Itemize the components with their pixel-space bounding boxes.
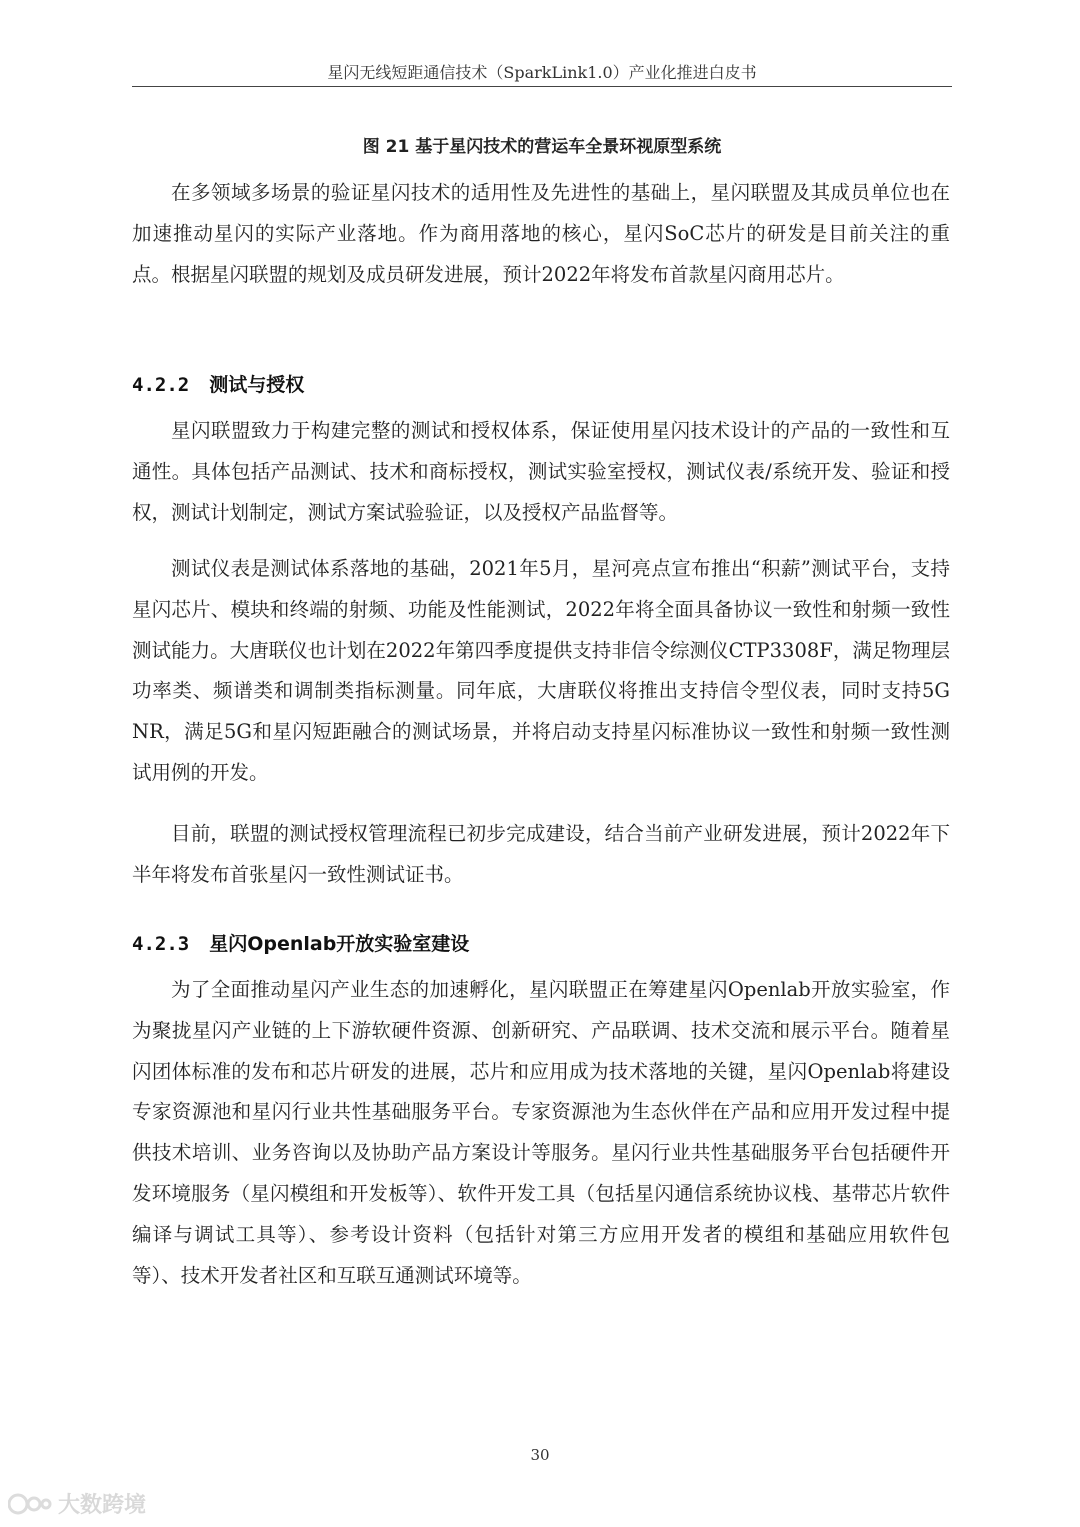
section-title: 星闪Openlab开放实验室建设 <box>209 933 470 955</box>
figure-caption: 图 21 基于星闪技术的营运车全景环视原型系统 <box>362 137 722 157</box>
header-divider <box>132 86 952 87</box>
page-number: 30 <box>530 1446 550 1464</box>
paragraph-test-system: 星闪联盟致力于构建完整的测试和授权体系，保证使用星闪技术设计的产品的一致性和互通性。具体包括产品测试、技术和商标授权，测试实验室授权，测试仪表/系统开发、验证和授权，测试计划制定，测试方案试验验证，以及授权产品监督等。 <box>132 419 950 524</box>
paragraph-test-instruments: 测试仪表是测试体系落地的基础，2021年5月，星河亮点宣布推出“积薪”测试平台，支持星闪芯片、模块和终端的射频、功能及性能测试，2022年将全面具备协议一致性和射频一致性测试能力。大唐联仪也计划在2022年第四季度提供支持非信令综测仪CTP3308F，满足物理层功率类、频谱类和调制类指标测量。同年底，大唐联仪将推出支持信令型仪表，同时支持5G NR，满足5G和星闪短距融合的测试场景，并将启动支持星闪标准协议一致性和射频一致性测试用例的开发。 <box>132 557 950 784</box>
paragraph-soc-chip: 在多领域多场景的验证星闪技术的适用性及先进性的基础上，星闪联盟及其成员单位也在加速推动星闪的实际产业落地。作为商用落地的核心，星闪SoC芯片的研发是目前关注的重点。根据星闪联盟的规划及成员研发进展，预计2022年将发布首款星闪商用芯片。 <box>132 181 950 286</box>
paragraph-openlab: 为了全面推动星闪产业生态的加速孵化，星闪联盟正在筹建星闪Openlab开放实验室，作为聚拢星闪产业链的上下游软硬件资源、创新研究、产品联调、技术交流和展示平台。随着星闪团体标准的发布和芯片研发的进展，芯片和应用成为技术落地的关键，星闪Openlab将建设专家资源池和星闪行业共性基础服务平台。专家资源池为生态伙伴在产品和应用开发过程中提供技术培训、业务咨询以及协助产品方案设计等服务。星闪行业共性基础服务平台包括硬件开发环境服务（星闪模组和开发板等）、软件开发工具（包括星闪通信系统协议栈、基带芯片软件编译与调试工具等）、参考设计资料（包括针对第三方应用开发者的模组和基础应用软件包等）、技术开发者社区和互联互通测试环境等。 <box>132 978 950 1287</box>
section-number: 4.2.3 <box>132 933 190 955</box>
section-title: 测试与授权 <box>209 374 305 396</box>
paragraph-certification: 目前，联盟的测试授权管理流程已初步完成建设，结合当前产业研发进展，预计2022年下半年将发布首张星闪一致性测试证书。 <box>132 822 950 886</box>
watermark-logo-icon <box>8 1491 52 1517</box>
watermark <box>8 1488 146 1519</box>
section-heading-4-2-3 <box>132 929 469 956</box>
section-number: 4.2.2 <box>132 374 190 396</box>
watermark-text: 大数跨境 <box>58 1493 147 1518</box>
section-heading-4-2-2 <box>132 370 304 397</box>
running-header: 星闪无线短距通信技术（SparkLink1.0）产业化推进白皮书 <box>327 63 757 82</box>
